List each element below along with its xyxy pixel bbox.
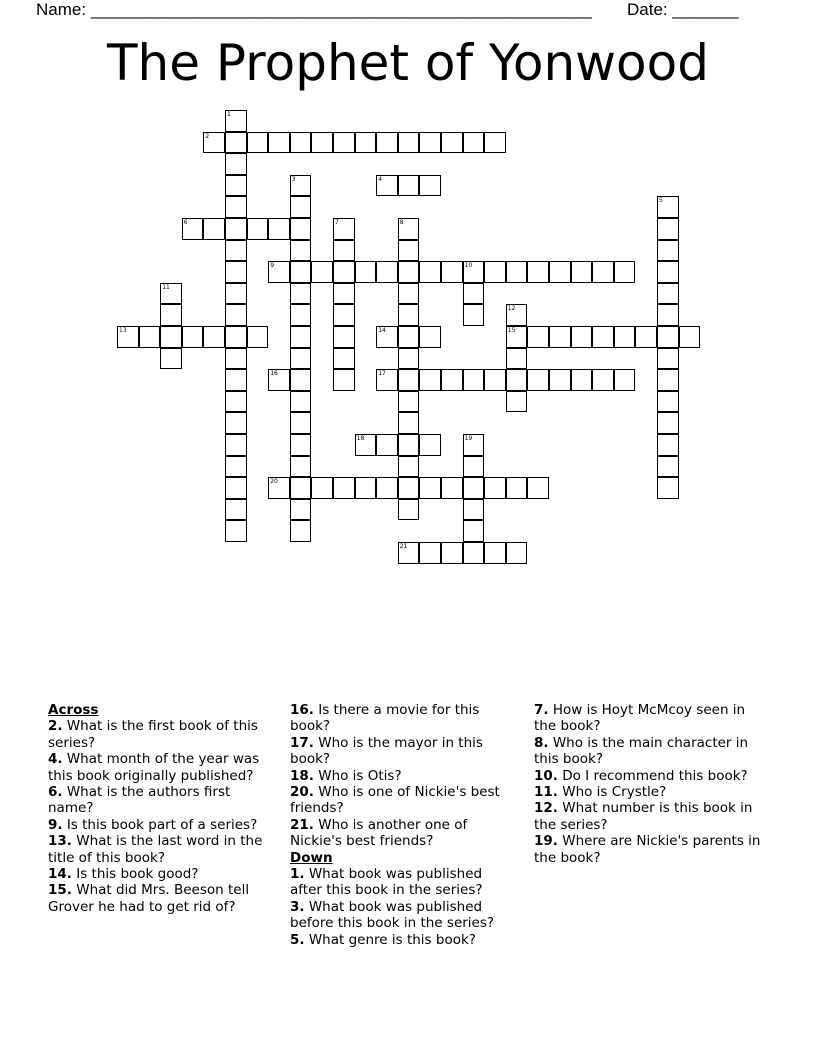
grid-cell[interactable] (484, 261, 506, 283)
grid-cell[interactable] (398, 477, 420, 499)
grid-cell[interactable] (527, 326, 549, 348)
grid-cell[interactable] (441, 477, 463, 499)
grid-cell[interactable] (225, 412, 247, 434)
clue-num: 12. (534, 800, 558, 817)
grid-cell[interactable] (463, 456, 485, 478)
name-blank: _____________________________________________________ (90, 0, 592, 19)
grid-cell[interactable] (592, 261, 614, 283)
clue-number: 11 (162, 283, 170, 291)
clue-text: Who is the main character in this book? (534, 734, 749, 768)
grid-cell[interactable] (333, 477, 355, 499)
grid-cell[interactable] (290, 348, 312, 370)
grid-cell[interactable] (398, 499, 420, 521)
clue-number: 17 (378, 370, 386, 378)
grid-cell[interactable] (376, 326, 398, 348)
clue-num: 17. (290, 734, 314, 751)
grid-cell[interactable] (290, 240, 312, 262)
grid-cell[interactable] (506, 326, 528, 348)
grid-cell[interactable] (506, 304, 528, 326)
grid-cell[interactable] (247, 132, 269, 154)
grid-cell[interactable] (657, 456, 679, 478)
date-label: Date: (627, 0, 673, 19)
grid-cell[interactable] (376, 369, 398, 391)
grid-cell[interactable] (527, 369, 549, 391)
grid-cell[interactable] (398, 175, 420, 197)
grid-cell[interactable] (290, 283, 312, 305)
date-blank: _______ (672, 0, 739, 19)
grid-cell[interactable] (333, 132, 355, 154)
grid-cell[interactable] (333, 369, 355, 391)
grid-cell[interactable] (333, 348, 355, 370)
grid-cell[interactable] (506, 542, 528, 564)
clue-num: 4. (48, 751, 63, 768)
clue-number: 21 (399, 543, 408, 550)
clue-text: Who is one of Nickie's best friends? (290, 784, 500, 817)
clue-num: 20. (290, 784, 314, 801)
grid-cell[interactable] (419, 175, 441, 197)
clue-num: 6. (48, 784, 63, 801)
grid-cell[interactable] (441, 369, 463, 391)
grid-cell[interactable] (506, 348, 528, 370)
grid-cell[interactable] (225, 304, 247, 326)
grid-cell[interactable] (657, 369, 679, 391)
grid-cell[interactable] (657, 283, 679, 305)
grid-cell[interactable] (614, 261, 636, 283)
grid-cell[interactable] (225, 520, 247, 542)
grid-cell[interactable] (657, 218, 679, 240)
clue-number: 8 (399, 219, 404, 226)
clue-number: 16 (270, 370, 278, 378)
across-clue (290, 784, 515, 817)
down-clue (290, 932, 515, 948)
grid-cell[interactable] (592, 326, 614, 348)
grid-cell[interactable] (398, 326, 420, 348)
grid-cell[interactable] (441, 542, 463, 564)
clue-text: What genre is this book? (308, 931, 476, 948)
grid-cell[interactable] (225, 369, 247, 391)
grid-cell[interactable] (463, 477, 485, 499)
clue-number: 5 (659, 197, 663, 205)
grid-cell[interactable] (419, 261, 441, 283)
grid-cell[interactable] (333, 218, 355, 240)
grid-cell[interactable] (290, 132, 312, 154)
grid-cell[interactable] (290, 261, 312, 283)
grid-cell[interactable] (657, 348, 679, 370)
grid-cell[interactable] (376, 434, 398, 456)
grid-cell[interactable] (355, 132, 377, 154)
clue-text: Where are Nickie's parents in the book? (534, 833, 761, 866)
clue-text: What is the last word in the title of this book? (48, 833, 263, 866)
grid-cell[interactable] (484, 132, 506, 154)
grid-cell[interactable] (657, 196, 679, 218)
grid-cell[interactable] (614, 326, 636, 348)
grid-cell[interactable] (139, 326, 161, 348)
grid-cell[interactable] (549, 369, 571, 391)
grid-cell[interactable] (290, 434, 312, 456)
grid-cell[interactable] (333, 283, 355, 305)
grid-cell[interactable] (290, 175, 312, 197)
grid-cell[interactable] (160, 283, 182, 305)
clue-number: 1 (227, 111, 231, 118)
grid-cell[interactable] (268, 218, 290, 240)
grid-cell[interactable] (657, 412, 679, 434)
grid-cell[interactable] (571, 369, 593, 391)
grid-cell[interactable] (225, 153, 247, 175)
grid-cell[interactable] (225, 261, 247, 283)
grid-cell[interactable] (657, 240, 679, 262)
grid-cell[interactable] (657, 477, 679, 499)
grid-cell[interactable] (419, 477, 441, 499)
grid-cell[interactable] (333, 261, 355, 283)
grid-cell[interactable] (376, 175, 398, 197)
grid-cell[interactable] (463, 499, 485, 521)
grid-cell[interactable] (376, 261, 398, 283)
clue-num: 2. (48, 718, 63, 735)
grid-cell[interactable] (506, 369, 528, 391)
grid-cell[interactable] (117, 326, 139, 348)
grid-cell[interactable] (506, 261, 528, 283)
grid-cell[interactable] (268, 261, 290, 283)
across-clue (48, 833, 273, 866)
grid-cell[interactable] (657, 261, 679, 283)
clue-num: 1. (290, 866, 305, 883)
grid-cell[interactable] (225, 434, 247, 456)
clue-num: 18. (290, 767, 314, 784)
grid-cell[interactable] (160, 304, 182, 326)
grid-cell[interactable] (203, 132, 225, 154)
clue-number: 12 (507, 305, 516, 313)
clue-text: Is there a movie for this book? (290, 702, 480, 735)
across-clue (48, 817, 273, 833)
clue-number: 3 (291, 175, 296, 183)
grid-cell[interactable] (398, 304, 420, 326)
grid-cell[interactable] (225, 196, 247, 218)
clue-num: 15. (48, 882, 72, 899)
clue-number: 2 (205, 132, 210, 140)
grid-cell[interactable] (463, 283, 485, 305)
grid-cell[interactable] (182, 326, 204, 348)
grid-cell[interactable] (441, 132, 463, 154)
grid-cell[interactable] (527, 261, 549, 283)
grid-cell[interactable] (225, 283, 247, 305)
clue-number: 18 (356, 435, 365, 442)
grid-cell[interactable] (290, 391, 312, 413)
grid-cell[interactable] (225, 391, 247, 413)
down-heading: Down (290, 849, 333, 866)
across-clue (48, 784, 273, 817)
clue-num: 5. (290, 931, 305, 948)
clue-number: 19 (464, 435, 473, 442)
grid-cell[interactable] (290, 218, 312, 240)
clue-num: 7. (534, 702, 549, 718)
grid-cell[interactable] (441, 261, 463, 283)
grid-cell[interactable] (376, 132, 398, 154)
grid-cell[interactable] (290, 520, 312, 542)
clue-num: 9. (48, 816, 63, 833)
grid-cell[interactable] (355, 434, 377, 456)
clue-text: Who is Otis? (318, 767, 402, 784)
clues-column-2 (290, 702, 515, 948)
clue-num: 14. (48, 866, 72, 883)
grid-cell[interactable] (311, 477, 333, 499)
clue-text: What did Mrs. Beeson tell Grover he had to get rid of? (48, 882, 250, 915)
grid-cell[interactable] (225, 499, 247, 521)
grid-cell[interactable] (333, 326, 355, 348)
clue-number: 7 (335, 219, 339, 226)
grid-cell[interactable] (333, 240, 355, 262)
clue-num: 10. (534, 767, 558, 784)
grid-cell[interactable] (679, 326, 701, 348)
grid-cell[interactable] (225, 132, 247, 154)
clue-number: 13 (119, 327, 127, 334)
clue-num: 21. (290, 816, 314, 833)
clue-num: 16. (290, 702, 314, 718)
grid-cell[interactable] (290, 369, 312, 391)
clue-text: What book was published after this book in the series? (290, 866, 483, 899)
grid-cell[interactable] (376, 477, 398, 499)
grid-cell[interactable] (527, 477, 549, 499)
clue-text: What book was published before this book in the series? (290, 898, 495, 932)
grid-cell[interactable] (398, 218, 420, 240)
clue-text: What month of the year was this book originally published? (48, 751, 260, 784)
clue-text: How is Hoyt McMcoy seen in the book? (534, 702, 746, 735)
grid-cell[interactable] (463, 520, 485, 542)
grid-cell[interactable] (333, 304, 355, 326)
clue-text: Do I recommend this book? (562, 767, 748, 784)
grid-cell[interactable] (657, 304, 679, 326)
grid-cell[interactable] (225, 175, 247, 197)
down-clue (290, 866, 515, 899)
down-clue (534, 735, 764, 768)
grid-cell[interactable] (311, 132, 333, 154)
grid-cell[interactable] (463, 261, 485, 283)
across-clue (290, 702, 515, 735)
grid-cell[interactable] (398, 261, 420, 283)
clue-text: What number is this book in the series? (534, 800, 753, 833)
clue-text: Who is the mayor in this book? (290, 734, 483, 768)
grid-cell[interactable] (247, 326, 269, 348)
grid-cell[interactable] (355, 261, 377, 283)
grid-cell[interactable] (463, 132, 485, 154)
clue-number: 14 (378, 327, 386, 334)
grid-cell[interactable] (225, 477, 247, 499)
grid-cell[interactable] (247, 218, 269, 240)
grid-cell[interactable] (398, 369, 420, 391)
across-clue (48, 882, 273, 915)
grid-cell[interactable] (290, 326, 312, 348)
grid-cell[interactable] (398, 240, 420, 262)
grid-cell[interactable] (549, 261, 571, 283)
across-clue (48, 866, 273, 882)
grid-cell[interactable] (268, 369, 290, 391)
down-clue (534, 784, 764, 800)
grid-cell[interactable] (398, 348, 420, 370)
clue-number: 9 (270, 262, 275, 270)
grid-cell[interactable] (484, 477, 506, 499)
grid-cell[interactable] (571, 326, 593, 348)
grid-cell[interactable] (614, 369, 636, 391)
grid-cell[interactable] (657, 391, 679, 413)
grid-cell[interactable] (225, 218, 247, 240)
down-clue (534, 702, 764, 735)
clue-num: 3. (290, 898, 305, 915)
grid-cell[interactable] (419, 326, 441, 348)
clue-num: 8. (534, 734, 549, 751)
grid-cell[interactable] (398, 391, 420, 413)
grid-cell[interactable] (290, 304, 312, 326)
grid-cell[interactable] (290, 412, 312, 434)
grid-cell[interactable] (657, 326, 679, 348)
grid-cell[interactable] (419, 369, 441, 391)
grid-cell[interactable] (571, 261, 593, 283)
grid-cell[interactable] (268, 477, 290, 499)
clue-number: 6 (183, 219, 188, 226)
clue-num: 19. (534, 833, 558, 850)
grid-cell[interactable] (463, 304, 485, 326)
clue-num: 11. (534, 784, 558, 801)
grid-cell[interactable] (203, 218, 225, 240)
down-clue (534, 800, 764, 833)
across-clue (290, 735, 515, 768)
grid-cell[interactable] (290, 499, 312, 521)
grid-cell[interactable] (463, 369, 485, 391)
grid-cell[interactable] (657, 434, 679, 456)
grid-cell[interactable] (290, 456, 312, 478)
down-clue (534, 833, 764, 866)
across-clue (48, 718, 273, 751)
clue-number: 20 (270, 478, 278, 486)
clue-number: 15 (507, 327, 516, 334)
grid-cell[interactable] (419, 542, 441, 564)
across-clue (290, 768, 515, 784)
grid-cell[interactable] (311, 261, 333, 283)
grid-cell[interactable] (268, 132, 290, 154)
name-label: Name: (36, 0, 91, 19)
grid-cell[interactable] (419, 132, 441, 154)
grid-cell[interactable] (160, 326, 182, 348)
grid-cell[interactable] (484, 542, 506, 564)
grid-cell[interactable] (398, 132, 420, 154)
grid-cell[interactable] (419, 434, 441, 456)
clue-text: What is the first book of this series? (48, 718, 258, 751)
grid-cell[interactable] (484, 369, 506, 391)
grid-cell[interactable] (398, 412, 420, 434)
grid-cell[interactable] (225, 326, 247, 348)
grid-cell[interactable] (549, 326, 571, 348)
across-clue (290, 817, 515, 850)
across-heading: Across (48, 702, 99, 718)
grid-cell[interactable] (203, 326, 225, 348)
clue-text: Is this book good? (76, 866, 199, 883)
grid-cell[interactable] (290, 196, 312, 218)
across-clue (48, 751, 273, 784)
grid-cell[interactable] (225, 348, 247, 370)
grid-cell[interactable] (355, 477, 377, 499)
grid-cell[interactable] (290, 477, 312, 499)
page-title: The Prophet of Yonwood (107, 34, 709, 92)
grid-cell[interactable] (463, 434, 485, 456)
clues-column-1 (48, 702, 273, 915)
grid-cell[interactable] (398, 283, 420, 305)
clue-number: 10 (464, 262, 473, 270)
grid-cell[interactable] (398, 456, 420, 478)
clue-num: 13. (48, 833, 72, 850)
grid-cell[interactable] (398, 434, 420, 456)
grid-cell[interactable] (225, 110, 247, 132)
clue-text: What is the authors first name? (48, 784, 231, 817)
clue-text: Is this book part of a series? (66, 816, 258, 833)
clue-text: Who is another one of Nickie's best friends? (290, 816, 468, 850)
down-clue (290, 899, 515, 932)
down-clue (534, 768, 764, 784)
grid-cell[interactable] (506, 391, 528, 413)
grid-cell[interactable] (225, 240, 247, 262)
grid-cell[interactable] (160, 348, 182, 370)
grid-cell[interactable] (463, 542, 485, 564)
clue-text: Who is Crystle? (562, 784, 667, 801)
clues-column-3 (534, 702, 764, 866)
clue-number: 4 (378, 175, 383, 183)
grid-cell[interactable] (225, 456, 247, 478)
grid-cell[interactable] (398, 542, 420, 564)
grid-cell[interactable] (592, 369, 614, 391)
grid-cell[interactable] (506, 477, 528, 499)
grid-cell[interactable] (635, 326, 657, 348)
grid-cell[interactable] (182, 218, 204, 240)
